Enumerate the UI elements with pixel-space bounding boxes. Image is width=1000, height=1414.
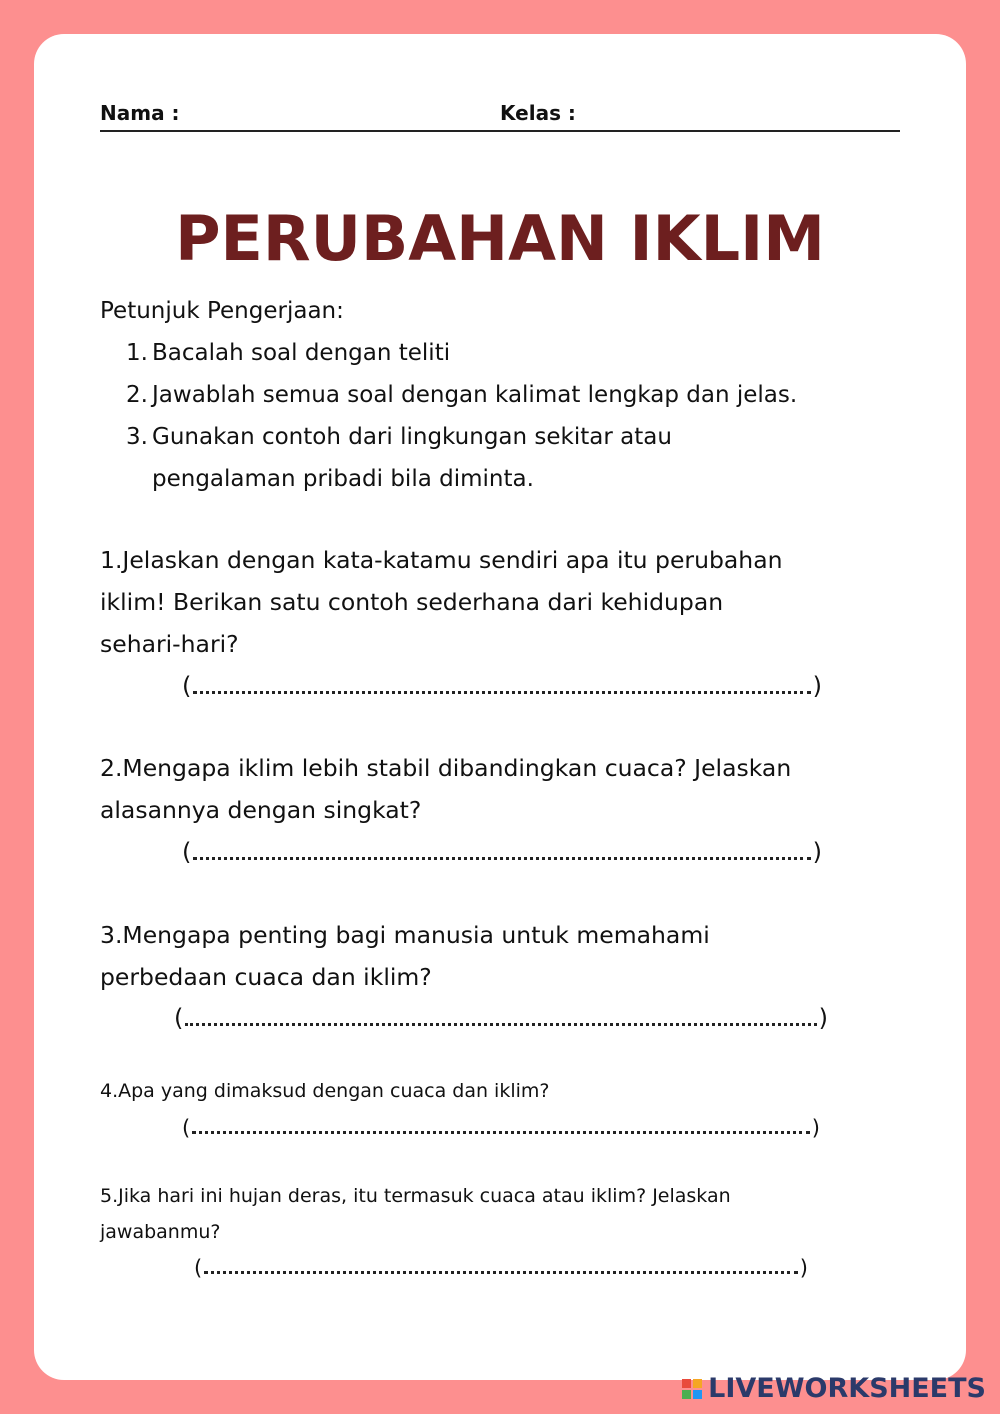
question-text: sehari-hari? bbox=[100, 630, 239, 658]
close-bracket: ) bbox=[812, 672, 822, 700]
question-text: 3.Mengapa penting bagi manusia untuk memahami bbox=[100, 921, 710, 949]
logo-square bbox=[682, 1379, 691, 1388]
close-bracket: ) bbox=[812, 838, 822, 866]
instruction-number: 1. bbox=[126, 340, 148, 366]
question-text: 1.Jelaskan dengan kata-katamu sendiri apa itu perubahan bbox=[100, 546, 783, 574]
answer-field-2[interactable] bbox=[182, 836, 822, 866]
logo-square bbox=[693, 1379, 702, 1388]
instruction-number: 3. bbox=[126, 424, 148, 450]
answer-dots bbox=[204, 1271, 798, 1274]
instruction-text: Gunakan contoh dari lingkungan sekitar atau bbox=[152, 424, 672, 450]
answer-field-3[interactable] bbox=[174, 1002, 828, 1032]
question-1 bbox=[100, 539, 783, 665]
close-bracket: ) bbox=[811, 1116, 820, 1140]
instruction-item bbox=[100, 332, 797, 374]
brand-text: LIVEWORKSHEETS bbox=[708, 1373, 986, 1404]
instruction-item bbox=[100, 374, 797, 416]
answer-field-5[interactable] bbox=[194, 1250, 808, 1280]
page-title: PERUBAHAN IKLIM bbox=[175, 202, 825, 275]
liveworksheets-brand[interactable] bbox=[682, 1373, 986, 1404]
question-text: perbedaan cuaca dan iklim? bbox=[100, 963, 432, 991]
question-text: alasannya dengan singkat? bbox=[100, 796, 422, 824]
liveworksheets-logo-icon bbox=[682, 1379, 702, 1399]
instruction-number: 2. bbox=[126, 382, 148, 408]
open-bracket: ( bbox=[174, 1004, 184, 1032]
question-text: jawabanmu? bbox=[100, 1221, 221, 1243]
instruction-item-continued bbox=[100, 458, 797, 500]
close-bracket: ) bbox=[818, 1004, 828, 1032]
instruction-text: Jawablah semua soal dengan kalimat lengkap dan jelas. bbox=[152, 382, 798, 408]
instruction-text: pengalaman pribadi bila diminta. bbox=[152, 466, 534, 492]
nama-label: Nama : bbox=[100, 101, 180, 125]
question-4 bbox=[100, 1073, 550, 1109]
answer-dots bbox=[193, 857, 810, 860]
open-bracket: ( bbox=[182, 672, 192, 700]
instruction-item bbox=[100, 416, 797, 458]
header-underline bbox=[100, 130, 900, 132]
logo-square bbox=[693, 1390, 702, 1399]
instruction-text: Bacalah soal dengan teliti bbox=[152, 340, 451, 366]
question-3 bbox=[100, 914, 710, 998]
kelas-label: Kelas : bbox=[500, 101, 576, 125]
question-text: 2.Mengapa iklim lebih stabil dibandingkan cuaca? Jelaskan bbox=[100, 754, 792, 782]
open-bracket: ( bbox=[182, 838, 192, 866]
instructions-list bbox=[100, 332, 797, 500]
question-text: 4.Apa yang dimaksud dengan cuaca dan iklim? bbox=[100, 1080, 550, 1102]
answer-field-1[interactable] bbox=[182, 670, 822, 700]
answer-dots bbox=[192, 1131, 810, 1134]
worksheet-page bbox=[34, 34, 966, 1380]
question-2 bbox=[100, 747, 791, 831]
question-text: iklim! Berikan satu contoh sederhana dari kehidupan bbox=[100, 588, 724, 616]
instructions-heading: Petunjuk Pengerjaan: bbox=[100, 298, 344, 324]
question-text: 5.Jika hari ini hujan deras, itu termasuk cuaca atau iklim? Jelaskan bbox=[100, 1185, 731, 1207]
open-bracket: ( bbox=[182, 1116, 191, 1140]
answer-dots bbox=[193, 691, 810, 694]
close-bracket: ) bbox=[799, 1256, 808, 1280]
question-5 bbox=[100, 1178, 731, 1250]
logo-square bbox=[682, 1390, 691, 1399]
open-bracket: ( bbox=[194, 1256, 203, 1280]
answer-field-4[interactable] bbox=[182, 1110, 820, 1140]
answer-dots bbox=[185, 1023, 816, 1026]
